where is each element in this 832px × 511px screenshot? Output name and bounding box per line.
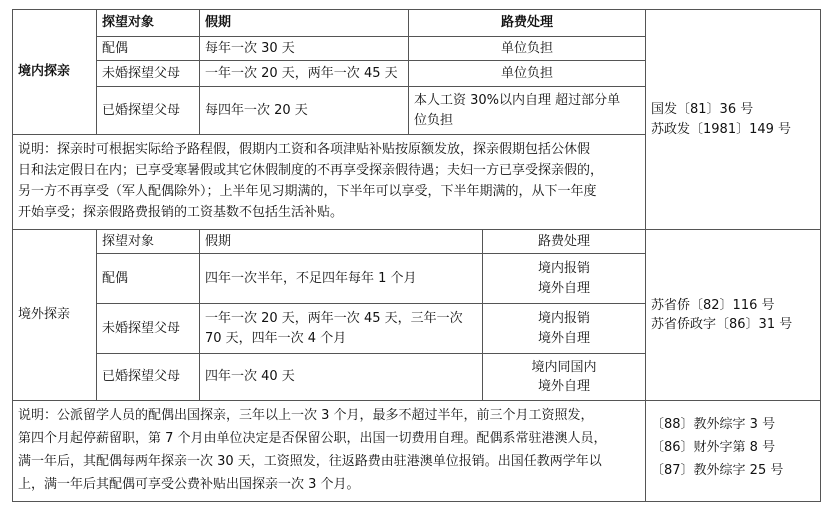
domestic-row-unmarried-leave: 一年一次 20 天，两年一次 45 天 bbox=[200, 61, 409, 87]
overseas-row-unmarried-travel: 境内报销 境外自理 bbox=[483, 304, 646, 354]
domestic-section-label bbox=[13, 10, 97, 135]
overseas-refs: 苏省侨〔82〕116 号 苏省侨政字〔86〕31 号 bbox=[646, 230, 821, 401]
domestic-header-travel: 路费处理 bbox=[409, 10, 646, 37]
overseas-section-label bbox=[13, 230, 97, 401]
domestic-section-text: 境内探亲 bbox=[18, 64, 71, 80]
overseas-row-unmarried-target: 未婚探望父母 bbox=[97, 304, 200, 354]
domestic-header-target: 探望对象 bbox=[97, 10, 200, 37]
domestic-refs: 国发〔81〕36 号 苏政发〔1981〕149 号 bbox=[646, 10, 821, 230]
footer-note: 说明：公派留学人员的配偶出国探亲，三年以上一次 3 个月，最多不超过半年，前三个月工资照发， 第四个月起停薪留职，第 7 个月由单位决定是否保留公职，出国一切费用自理。配偶系常驻港澳人员， 满一年后，其配偶每两年探亲一次 30 天，工资照发，往返路费由驻港澳单位报销。出国任教两学年以 上，满一年后其配偶可享受公费补贴出国探亲一次 3 个月。 bbox=[13, 401, 646, 502]
domestic-row-unmarried-target: 未婚探望父母 bbox=[97, 61, 200, 87]
overseas-header-travel: 路费处理 bbox=[483, 230, 646, 254]
overseas-row-spouse-travel: 境内报销 境外自理 bbox=[483, 254, 646, 304]
domestic-row-married-target: 已婚探望父母 bbox=[97, 87, 200, 135]
overseas-section-text: 境外探亲 bbox=[18, 307, 71, 323]
domestic-header-leave: 假期 bbox=[200, 10, 409, 37]
footer-refs: 〔88〕教外综字 3 号 〔86〕财外字第 8 号 〔87〕教外综字 25 号 bbox=[646, 401, 821, 502]
overseas-row-married-leave: 四年一次 40 天 bbox=[200, 354, 483, 401]
overseas-header-target: 探望对象 bbox=[97, 230, 200, 254]
overseas-row-married-travel: 境内同国内 境外自理 bbox=[483, 354, 646, 401]
domestic-row-married-travel: 本人工资 30%以内自理 超过部分单 位负担 bbox=[409, 87, 646, 135]
domestic-row-spouse-target: 配偶 bbox=[97, 37, 200, 61]
domestic-row-unmarried-travel: 单位负担 bbox=[409, 61, 646, 87]
domestic-row-spouse-travel: 单位负担 bbox=[409, 37, 646, 61]
domestic-note: 说明：探亲时可根据实际给予路程假，假期内工资和各项津贴补贴按原额发放，探亲假期包括公休假 日和法定假日在内；已享受寒暑假或其它休假制度的不再享受探亲假待遇；夫妇一方已享受探亲假的， 另一方不再享受（军人配偶除外）；上半年见习期满的，下半年可以享受，下半年期满的，从下一年度 开始享受；探亲假路费报销的工资基数不包括生活补贴。 bbox=[13, 135, 646, 230]
domestic-row-spouse-leave: 每年一次 30 天 bbox=[200, 37, 409, 61]
overseas-row-spouse-leave: 四年一次半年，不足四年每年 1 个月 bbox=[200, 254, 483, 304]
overseas-row-unmarried-leave: 一年一次 20 天，两年一次 45 天，三年一次 70 天，四年一次 4 个月 bbox=[200, 304, 483, 354]
overseas-row-spouse-target: 配偶 bbox=[97, 254, 200, 304]
overseas-header-leave: 假期 bbox=[200, 230, 483, 254]
domestic-row-married-leave: 每四年一次 20 天 bbox=[200, 87, 409, 135]
overseas-row-married-target: 已婚探望父母 bbox=[97, 354, 200, 401]
